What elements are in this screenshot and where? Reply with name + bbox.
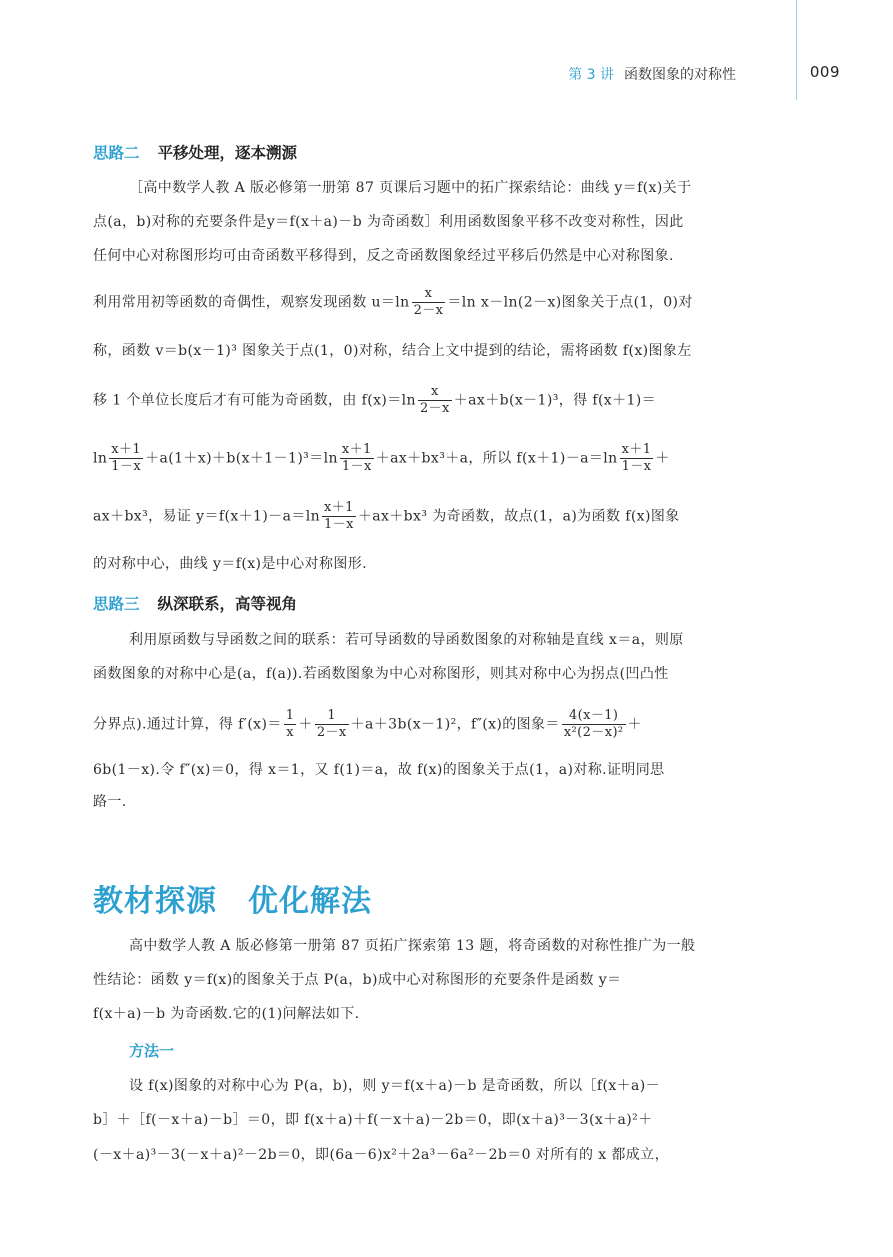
- text-run: ＋a＋3b(x－1)²，f″(x)的图象＝: [350, 716, 560, 733]
- text-run: ＋ax＋bx³ 为奇函数，故点(1，a)为函数 f(x)图象: [357, 508, 680, 525]
- paragraph-line: 6b(1－x).令 f″(x)＝0，得 x＝1，又 f(1)＝a，故 f(x)的图象关于点(1，a)对称.证明同思: [93, 762, 665, 778]
- paragraph-line-with-fraction: [93, 286, 800, 319]
- paragraph-line: 函数图象的对称中心是(a，f(a)).若函数图象为中心对称图形，则其对称中心为拐点(凹凸性: [93, 666, 669, 682]
- idea2-title: 平移处理，逐本溯源: [157, 144, 298, 162]
- paragraph-line: 设 f(x)图象的对称中心为 P(a，b)，则 y＝f(x＋a)－b 是奇函数，所以［f(x＋a)－: [129, 1078, 661, 1094]
- denominator: 2－x: [413, 303, 444, 318]
- fraction: [418, 384, 452, 417]
- paragraph-line: 高中数学人教 A 版必修第一册第 87 页拓广探索第 13 题，将奇函数的对称性推广为一般: [129, 938, 696, 954]
- paragraph-line: 路一.: [93, 794, 127, 810]
- fraction: [315, 708, 349, 741]
- header-chapter: 第 3 讲: [568, 67, 614, 83]
- idea2-label: 思路二: [93, 144, 140, 162]
- denominator: 1－x: [341, 459, 372, 474]
- text-run: ＋ax＋bx³＋a，所以 f(x＋1)－a＝ln: [375, 450, 618, 467]
- text-run: ＋: [655, 450, 670, 467]
- paragraph-line-with-fraction: [93, 384, 800, 417]
- text-run: ln: [93, 450, 108, 467]
- header-title: [568, 64, 736, 84]
- paragraph-line: (－x＋a)³－3(－x＋a)²－2b＝0，即(6a－6)x²＋2a³－6a²－2b＝0 对所有的 x 都成立，: [93, 1147, 669, 1163]
- idea3-title: 纵深联系，高等视角: [157, 595, 298, 613]
- numerator: x＋1: [341, 442, 372, 457]
- method-one-label: 方法一: [129, 1042, 175, 1060]
- paragraph-line: 利用原函数与导函数之间的联系：若可导函数的导函数图象的对称轴是直线 x＝a，则原: [129, 632, 684, 648]
- denominator: 2－x: [316, 725, 347, 740]
- section-title: 教材探源 优化解法: [93, 884, 372, 919]
- paragraph-line-with-fraction: [93, 500, 800, 533]
- denominator: 1－x: [324, 517, 354, 532]
- denominator: x: [286, 725, 294, 740]
- paragraph-line: b］＋［f(－x＋a)－b］＝0，即 f(x＋a)＋f(－x＋a)－2b＝0，即(x＋a)³－3(x＋a)²＋: [93, 1112, 653, 1128]
- fraction: [322, 500, 356, 533]
- paragraph-line-with-fraction: [93, 708, 800, 741]
- fraction: [562, 708, 626, 741]
- text-run: 利用常用初等函数的奇偶性，观察发现函数 u＝ln: [93, 294, 410, 311]
- numerator: 4(x－1): [562, 708, 626, 725]
- text-run: ＋: [298, 716, 313, 733]
- numerator: 1: [315, 708, 349, 725]
- numerator: x＋1: [111, 442, 142, 457]
- fraction: [340, 442, 374, 475]
- paragraph-line: 性结论：函数 y＝f(x)的图象关于点 P(a，b)成中心对称图形的充要条件是函数 y＝: [93, 972, 622, 988]
- header-title-text: 函数图象的对称性: [624, 67, 736, 83]
- idea2-heading: [93, 141, 297, 163]
- denominator: 2－x: [419, 401, 450, 416]
- numerator: x: [412, 286, 446, 303]
- idea3-heading: [93, 592, 297, 614]
- paragraph-line-with-fraction: [93, 442, 800, 475]
- page-number: 009: [809, 63, 840, 81]
- text-run: ax＋bx³，易证 y＝f(x＋1)－a＝ln: [93, 508, 321, 525]
- denominator: 1－x: [621, 459, 652, 474]
- denominator: 1－x: [111, 459, 142, 474]
- idea3-label: 思路三: [93, 595, 140, 613]
- numerator: x＋1: [324, 500, 354, 515]
- paragraph-line: ［高中数学人教 A 版必修第一册第 87 页课后习题中的拓广探索结论：曲线 y＝f(x)关于: [129, 180, 692, 196]
- fraction: [620, 442, 654, 475]
- text-run: ＋ax＋b(x－1)³，得 f(x＋1)＝: [453, 392, 657, 409]
- numerator: x＋1: [621, 442, 652, 457]
- text-run: 移 1 个单位长度后才有可能为奇函数，由 f(x)＝ln: [93, 392, 416, 409]
- paragraph-line: 的对称中心，曲线 y＝f(x)是中心对称图形.: [93, 556, 368, 572]
- fraction: [109, 442, 143, 475]
- text-run: ＝ln x－ln(2－x)图象关于点(1，0)对: [447, 294, 693, 311]
- text-run: 分界点).通过计算，得 f′(x)＝: [93, 716, 282, 733]
- fraction: [412, 286, 446, 319]
- paragraph-line: 称，函数 v＝b(x－1)³ 图象关于点(1，0)对称，结合上文中提到的结论，需将函数 f(x)图象左: [93, 343, 692, 359]
- paragraph-line: f(x＋a)－b 为奇函数.它的(1)问解法如下.: [93, 1006, 360, 1022]
- text-run: ＋a(1＋x)＋b(x＋1－1)³＝ln: [145, 450, 338, 467]
- denominator: x²(2－x)²: [563, 725, 624, 740]
- numerator: x: [418, 384, 452, 401]
- numerator: 1: [285, 708, 295, 723]
- text-run: ＋: [627, 716, 642, 733]
- page-header: [520, 62, 840, 86]
- paragraph-line: 点(a，b)对称的充要条件是y＝f(x＋a)－b 为奇函数］利用函数图象平移不改变对称性，因此: [93, 214, 684, 230]
- paragraph-line: 任何中心对称图形均可由奇函数平移得到，反之奇函数图象经过平移后仍然是中心对称图象.: [93, 248, 674, 264]
- fraction: [284, 708, 297, 741]
